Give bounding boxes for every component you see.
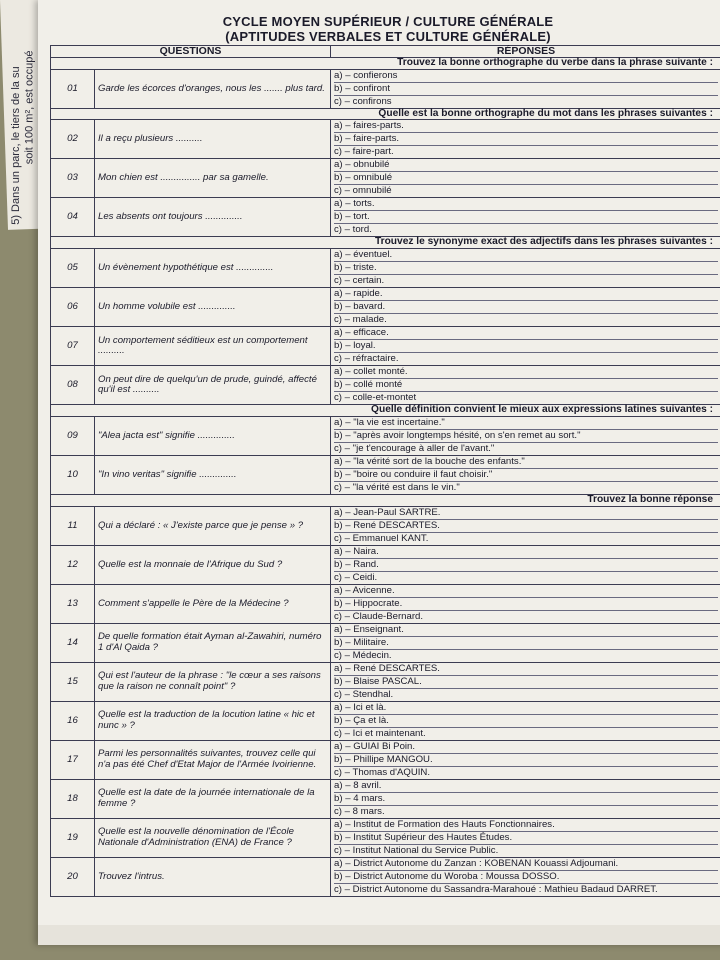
answer-option: c) – tord. xyxy=(334,224,372,236)
answer-options xyxy=(331,416,720,455)
question-text: Les absents ont toujours .............. xyxy=(95,198,331,237)
question-row xyxy=(51,701,720,740)
answer-options xyxy=(331,327,720,366)
question-row xyxy=(51,416,720,455)
answer-option: b) – loyal. xyxy=(334,340,718,353)
answer-option: c) – confirons xyxy=(334,95,392,107)
answer-option: c) – "la vérité est dans le vin." xyxy=(334,481,460,493)
questions-table xyxy=(50,45,720,897)
question-row xyxy=(51,288,720,327)
answer-option: a) – faires-parts. xyxy=(334,120,718,133)
answer-option: c) – certain. xyxy=(334,275,385,287)
answer-option: a) – collet monté. xyxy=(334,366,718,379)
answer-option: a) – "la vie est incertaine." xyxy=(334,417,718,430)
answer-option: c) – malade. xyxy=(334,314,387,326)
answer-option: c) – 8 mars. xyxy=(334,805,385,817)
section-title-row xyxy=(51,58,720,70)
answer-options xyxy=(331,779,720,818)
answer-options xyxy=(331,249,720,288)
question-row xyxy=(51,366,720,405)
answer-option: a) – Ici et là. xyxy=(334,702,718,715)
answer-option: a) – Jean-Paul SARTRE. xyxy=(334,507,718,520)
exam-sheet xyxy=(38,0,720,945)
answer-option: b) – Rand. xyxy=(334,559,718,572)
section-title-row xyxy=(51,494,720,506)
question-number: 09 xyxy=(51,416,95,455)
question-number: 13 xyxy=(51,584,95,623)
question-number: 15 xyxy=(51,662,95,701)
answer-option: b) – Hippocrate. xyxy=(334,598,718,611)
answer-option: a) – éventuel. xyxy=(334,249,718,262)
question-text: Il a reçu plusieurs .......... xyxy=(95,120,331,159)
answer-option: b) – faire-parts. xyxy=(334,133,718,146)
answer-option: c) – Emmanuel KANT. xyxy=(334,532,429,544)
question-row xyxy=(51,779,720,818)
question-text: Quelle est la date de la journée internationale de la femme ? xyxy=(95,779,331,818)
question-number: 02 xyxy=(51,120,95,159)
answer-option: a) – confierons xyxy=(334,70,718,83)
question-number: 05 xyxy=(51,249,95,288)
question-number: 11 xyxy=(51,506,95,545)
answer-option: c) – "je t'encourage à aller de l'avant." xyxy=(334,442,495,454)
question-text: "Alea jacta est" signifie .............. xyxy=(95,416,331,455)
answer-option: c) – Thomas d'AQUIN. xyxy=(334,766,431,778)
question-row xyxy=(51,249,720,288)
answer-option: b) – "après avoir longtemps hésité, on s'en remet au sort." xyxy=(334,430,718,443)
question-text: "In vino veritas" signifie .............. xyxy=(95,455,331,494)
section-title: Trouvez la bonne orthographe du verbe dans la phrase suivante : xyxy=(51,58,720,70)
answer-options xyxy=(331,623,720,662)
answer-option: c) – réfractaire. xyxy=(334,353,399,365)
question-text: De quelle formation était Ayman al-Zawahiri, numéro 1 d'Al Qaida ? xyxy=(95,623,331,662)
section-title: Quelle définition convient le mieux aux expressions latines suivantes : xyxy=(51,405,720,417)
answer-options xyxy=(331,818,720,857)
answer-option: c) – omnubilé xyxy=(334,185,392,197)
section-title: Quelle est la bonne orthographe du mot dans les phrases suivantes : xyxy=(51,108,720,120)
question-row xyxy=(51,506,720,545)
section-title-row xyxy=(51,108,720,120)
question-text: Qui est l'auteur de la phrase : "le cœur a ses raisons que la raison ne connaît point" ? xyxy=(95,662,331,701)
question-text: Un homme volubile est .............. xyxy=(95,288,331,327)
answer-option: a) – GUIAI Bi Poin. xyxy=(334,741,718,754)
section-title-row xyxy=(51,237,720,249)
answers-column-header: RÉPONSES xyxy=(331,46,720,58)
question-row xyxy=(51,818,720,857)
question-text: Qui a déclaré : « J'existe parce que je pense » ? xyxy=(95,506,331,545)
answer-options xyxy=(331,662,720,701)
question-number: 04 xyxy=(51,198,95,237)
question-text: Quelle est la nouvelle dénomination de l'École Nationale d'Administration (ENA) de France ? xyxy=(95,818,331,857)
question-number: 10 xyxy=(51,455,95,494)
question-number: 07 xyxy=(51,327,95,366)
question-text: Parmi les personnalités suivantes, trouvez celle qui n'a pas été Chef d'Etat Major de l'Armée Ivoirienne. xyxy=(95,740,331,779)
answer-option: c) – colle-et-montet xyxy=(334,392,417,404)
answer-option: c) – Claude-Bernard. xyxy=(334,610,424,622)
answer-options xyxy=(331,740,720,779)
answer-option: b) – Militaire. xyxy=(334,637,718,650)
answer-option: b) – Ça et là. xyxy=(334,715,718,728)
answer-option: b) – Phillipe MANGOU. xyxy=(334,754,718,767)
question-row xyxy=(51,455,720,494)
answer-option: b) – District Autonome du Woroba : Moussa DOSSO. xyxy=(334,871,718,884)
answer-option: a) – Institut de Formation des Hauts Fonctionnaires. xyxy=(334,819,718,832)
question-text: Mon chien est ............... par sa gamelle. xyxy=(95,159,331,198)
answer-option: b) – bavard. xyxy=(334,301,718,314)
question-text: On peut dire de quelqu'un de prude, guindé, affecté qu'il est .......... xyxy=(95,366,331,405)
answer-option: a) – torts. xyxy=(334,198,718,211)
question-number: 06 xyxy=(51,288,95,327)
answer-options xyxy=(331,455,720,494)
answer-options xyxy=(331,120,720,159)
answer-option: b) – Institut Supérieur des Hautes Études. xyxy=(334,832,718,845)
exam-title: CYCLE MOYEN SUPÉRIEUR / CULTURE GÉNÉRALE xyxy=(222,14,554,29)
answer-option: a) – 8 avril. xyxy=(334,780,718,793)
question-text: Quelle est la traduction de la locution latine « hic et nunc » ? xyxy=(95,701,331,740)
answer-options xyxy=(331,545,720,584)
question-row xyxy=(51,584,720,623)
answer-option: b) – triste. xyxy=(334,262,718,275)
question-text: Un évènement hypothétique est .............. xyxy=(95,249,331,288)
answer-option: b) – "boire ou conduire il faut choisir." xyxy=(334,469,718,482)
question-row xyxy=(51,545,720,584)
question-number: 16 xyxy=(51,701,95,740)
answer-option: a) – efficace. xyxy=(334,327,718,340)
question-number: 01 xyxy=(51,69,95,108)
answer-option: b) – 4 mars. xyxy=(334,793,718,806)
answer-options xyxy=(331,857,720,896)
answer-option: a) – "la vérité sort de la bouche des enfants." xyxy=(334,456,718,469)
section-title: Trouvez la bonne réponse xyxy=(51,494,720,506)
answer-option: b) – confiront xyxy=(334,83,718,96)
answer-option: c) – Institut National du Service Public. xyxy=(334,844,499,856)
answer-options xyxy=(331,584,720,623)
question-row xyxy=(51,740,720,779)
answer-options xyxy=(331,506,720,545)
answer-option: a) – Avicenne. xyxy=(334,585,718,598)
answer-option: b) – tort. xyxy=(334,211,718,224)
question-text: Trouvez l'intrus. xyxy=(95,857,331,896)
question-row xyxy=(51,327,720,366)
answer-option: a) – District Autonome du Zanzan : KOBENAN Kouassi Adjoumani. xyxy=(334,858,718,871)
question-text: Comment s'appelle le Père de la Médecine ? xyxy=(95,584,331,623)
question-row xyxy=(51,69,720,108)
answer-option: c) – Ceidi. xyxy=(334,571,378,583)
question-text: Quelle est la monnaie de l'Afrique du Sud ? xyxy=(95,545,331,584)
answer-options xyxy=(331,288,720,327)
answer-option: c) – Médecin. xyxy=(334,649,392,661)
question-number: 18 xyxy=(51,779,95,818)
questions-body xyxy=(51,58,720,897)
answer-options xyxy=(331,366,720,405)
question-row xyxy=(51,857,720,896)
section-title-row xyxy=(51,405,720,417)
question-number: 03 xyxy=(51,159,95,198)
answer-option: a) – obnubilé xyxy=(334,159,718,172)
question-number: 12 xyxy=(51,545,95,584)
question-row xyxy=(51,120,720,159)
question-text: Garde les écorces d'oranges, nous les ....... plus tard. xyxy=(95,69,331,108)
answer-options xyxy=(331,198,720,237)
answer-option: c) – District Autonome du Sassandra-Marahoué : Mathieu Badaud DARRET. xyxy=(334,883,658,895)
answer-option: c) – faire-part. xyxy=(334,146,394,158)
answer-option: c) – Stendhal. xyxy=(334,688,394,700)
sheet-bottom-margin xyxy=(38,925,720,945)
answer-option: c) – Ici et maintenant. xyxy=(334,727,426,739)
question-row xyxy=(51,662,720,701)
question-number: 08 xyxy=(51,366,95,405)
background-line-1: 5) Dans un parc, le tiers de la su xyxy=(9,66,22,225)
answer-options xyxy=(331,701,720,740)
exam-subtitle: (APTITUDES VERBALES ET CULTURE GÉNÉRALE) xyxy=(225,29,551,44)
question-row xyxy=(51,159,720,198)
answer-options xyxy=(331,159,720,198)
answer-option: a) – rapide. xyxy=(334,288,718,301)
section-title: Trouvez le synonyme exact des adjectifs dans les phrases suivantes : xyxy=(51,237,720,249)
answer-option: a) – Enseignant. xyxy=(334,624,718,637)
answer-option: a) – René DESCARTES. xyxy=(334,663,718,676)
question-number: 14 xyxy=(51,623,95,662)
answer-options xyxy=(331,69,720,108)
answer-option: b) – collé monté xyxy=(334,379,718,392)
question-number: 19 xyxy=(51,818,95,857)
answer-option: b) – René DESCARTES. xyxy=(334,520,718,533)
question-row xyxy=(51,623,720,662)
answer-option: a) – Naira. xyxy=(334,546,718,559)
question-number: 17 xyxy=(51,740,95,779)
question-number: 20 xyxy=(51,857,95,896)
question-row xyxy=(51,198,720,237)
questions-column-header: QUESTIONS xyxy=(51,46,331,58)
background-line-2: soit 100 m², est occupé xyxy=(23,50,36,165)
answer-option: b) – omnibulé xyxy=(334,172,718,185)
answer-option: b) – Blaise PASCAL. xyxy=(334,676,718,689)
question-text: Un comportement séditieux est un comportement .......... xyxy=(95,327,331,366)
